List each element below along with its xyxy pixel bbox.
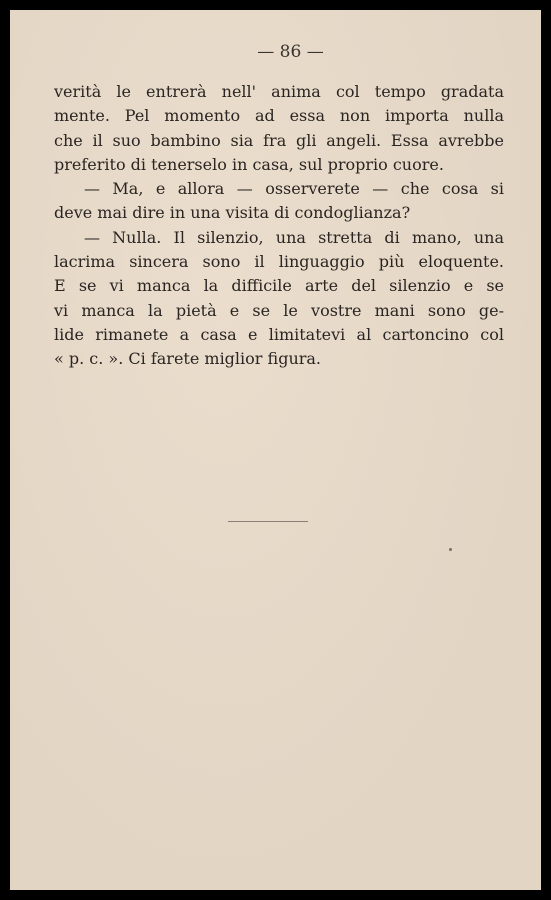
- text-line: preferito di tenerselo in casa, sul proprio cuore.: [54, 154, 444, 174]
- text-line: lacrima sincera sono il linguaggio più eloquente.: [54, 252, 504, 272]
- book-page: [10, 10, 541, 890]
- text-line: vi manca la pietà e se le vostre mani sono ge-: [54, 300, 504, 320]
- paper-speck: [449, 548, 452, 551]
- text-line: lide rimanete a casa e limitatevi al cartoncino col: [54, 324, 504, 344]
- text-line: — Ma, e allora — osserverete — che cosa si: [84, 179, 504, 199]
- text-line: verità le entrerà nell' anima col tempo gradata: [54, 82, 504, 101]
- page-text: [54, 80, 504, 372]
- text-line: « p. c. ». Ci farete miglior figura.: [54, 349, 322, 369]
- section-divider: [228, 521, 308, 522]
- page-number: — 86 —: [257, 42, 324, 62]
- text-line: mente. Pel momento ad essa non importa nulla: [54, 106, 504, 126]
- text-line: che il suo bambino sia fra gli angeli. Essa avrebbe: [54, 130, 504, 150]
- text-line: — Nulla. Il silenzio, una stretta di mano, una: [84, 227, 504, 247]
- text-line: deve mai dire in una visita di condoglianza?: [54, 203, 411, 223]
- text-line: E se vi manca la difficile arte del silenzio e se: [54, 276, 504, 296]
